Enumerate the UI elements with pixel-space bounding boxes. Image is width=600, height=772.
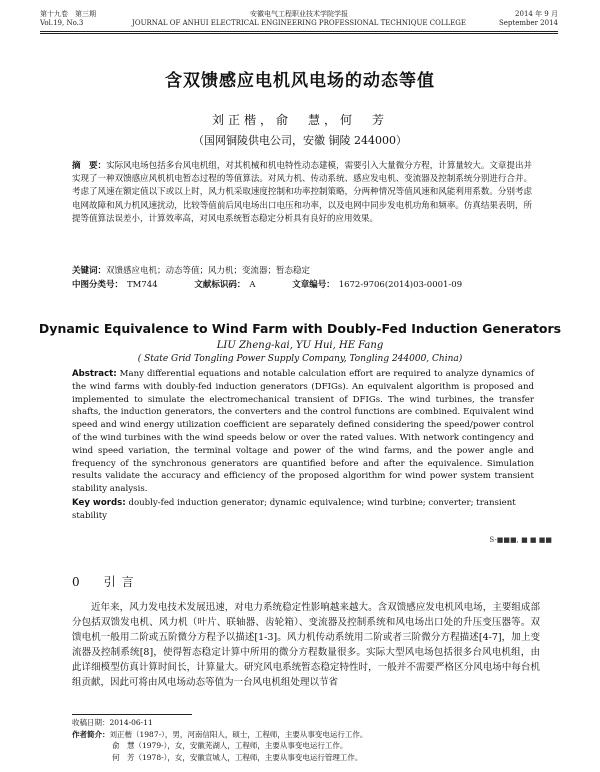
footnote-bio-2: 俞 慧（1979-），女，安徽芜湖人，工程师，主要从事变电运行工作。: [112, 741, 348, 750]
keywords-cn-text: 双馈感应电机；动态等值；风力机；变流器；暂态稳定: [106, 266, 311, 276]
footnote-bio-1: 作者简介：刘正楷（1987-），男，河南信阳人，硕士，工程师，主要从事变电运行工作。: [72, 729, 368, 739]
footnote-rule: [72, 714, 192, 715]
footnotes: [72, 717, 542, 763]
keywords-en: [72, 497, 534, 523]
header-rule-top: [40, 31, 558, 32]
abstract-cn-text: 实际风电场包括多台风电机组，对其机械和机电特性动态建模，需要引入大量微分方程，计算量较大。文章提出并实现了一种双馈感应风机机电暂态过程的等值算法。对风力机、传动系统、感应发电机、变流器及控制系统分别进行合并。考虑了风速在额定值以下或以上时，风力机采取速度控制和功率控制策略，分两种情况等值风速和风能利用系数。分别考虑电网故障和风力机风速扰动，比较等值前后风电场出口电压和功率，以及电网中同步发电机功角和频率。仿真结果表明，所提等值算法误差小，计算效率高，对风电系统暂态稳定分析具有良好的应用效果。: [72, 161, 532, 224]
title-cn: 含双馈感应电机风电场的动态等值: [165, 71, 435, 91]
keywords-cn-label: 关键词：: [72, 266, 107, 276]
authors-cn: 刘正楷，俞 慧，何 芳: [211, 113, 388, 127]
journal-header: [40, 8, 558, 30]
affiliation-cn: （国网铜陵供电公司，安徽 铜陵 244000）: [193, 134, 407, 147]
abstract-en: [72, 368, 534, 496]
doc-code-label: 文献标识码：: [194, 280, 246, 290]
abstract-cn-label: 摘 要：: [72, 161, 107, 171]
article-no-label: 文章编号：: [292, 280, 335, 290]
header-journal-name: 安徽电气工程职业技术学院学报 JOURNAL OF ANHUI ELECTRICAL ENGINEERING PROFESSIONAL TECHNIQUE COLLEGE: [132, 10, 466, 27]
section-heading: 0 引言: [72, 575, 140, 589]
abstract-en-text: Many differential equations and notable calculation effort are required to analyze dynamics of the wind farms with doubly-fed induction generators (DFIGs). An equivalent algorithm is proposed and implemented to simulate the electromechanical transient of DFIGs. The wind turbines, the transfer shafts, the induction generators, the converters and the control functions are combined. Equivalent wind speed and wind energy utilization coefficient are separately defined considering the speed/power control of the wind turbines with the wind speeds below or over the rated values. With network contingency and wind speed variation, the terminal voltage and power of the wind farms, and the power angle and frequency of the synchronous generators are quantified before and after the equivalence. Simulation results validate the accuracy and efficiency of the proposed algorithm for wind power system transient stability analysis.: [72, 369, 534, 495]
keywords-cn: [72, 265, 532, 278]
doc-code-value: A: [249, 280, 256, 290]
clc-value: TM744: [127, 280, 158, 290]
affiliation-en: ( State Grid Tongling Power Supply Company, Tongling 244000, China): [137, 354, 463, 364]
header-volume: 第十九卷 第三期 Vol.19, No.3: [40, 10, 96, 27]
title-en: Dynamic Equivalence to Wind Farm with Doubly-Fed Induction Generators: [38, 321, 562, 336]
keywords-en-label: Key words:: [72, 498, 126, 508]
abstract-cn: [72, 160, 532, 226]
header-rule-bottom: [40, 33, 558, 34]
footnote-bio-3: 何 芳（1978-），女，安徽宣城人，工程师，主要从事变电运行管理工作。: [112, 752, 363, 762]
footnote-received: 收稿日期：2014-06-11: [72, 718, 153, 727]
abstract-en-label: Abstract:: [72, 369, 117, 379]
authors-en: LIU Zheng-kai, YU Hui, HE Fang: [216, 340, 384, 351]
classification-row: [72, 279, 542, 292]
header-date: 2014 年 9 月 September 2014: [498, 10, 558, 27]
clc-label: 中图分类号：: [72, 280, 124, 290]
section-marker: S-■■■, ■ ■ ■■: [489, 536, 552, 544]
article-no-value: 1672-9706(2014)03-0001-09: [338, 280, 463, 290]
keywords-en-text: doubly-fed induction generator; dynamic equivalence; wind turbine; converter; transient stability: [72, 498, 516, 521]
intro-paragraph: 近年来，风力发电技术发展迅速，对电力系统稳定性影响越来越大。含双馈感应发电机风电场，主要组成部分包括双馈发电机、风力机（叶片、联轴器、齿轮箱）、变流器及控制系统和风电场出口处的升压变压器等。双馈电机一般用二阶或五阶微分方程予以描述[1-3]。风力机传动系统用二阶或者三阶微分方程描述[4-7]，加上变流器及控制系统[8]，使得暂态稳定计算中所用的微分方程数量很多。实际大型风电场包括很多台风电机组，由此详细模型仿真计算时间长，计算量大。研究风电系统暂态稳定特性时，一般并不需要严格区分风电场中每台机组贡献，因此可将由风电场动态等值为一台风电机组处理以节省: [72, 602, 540, 688]
